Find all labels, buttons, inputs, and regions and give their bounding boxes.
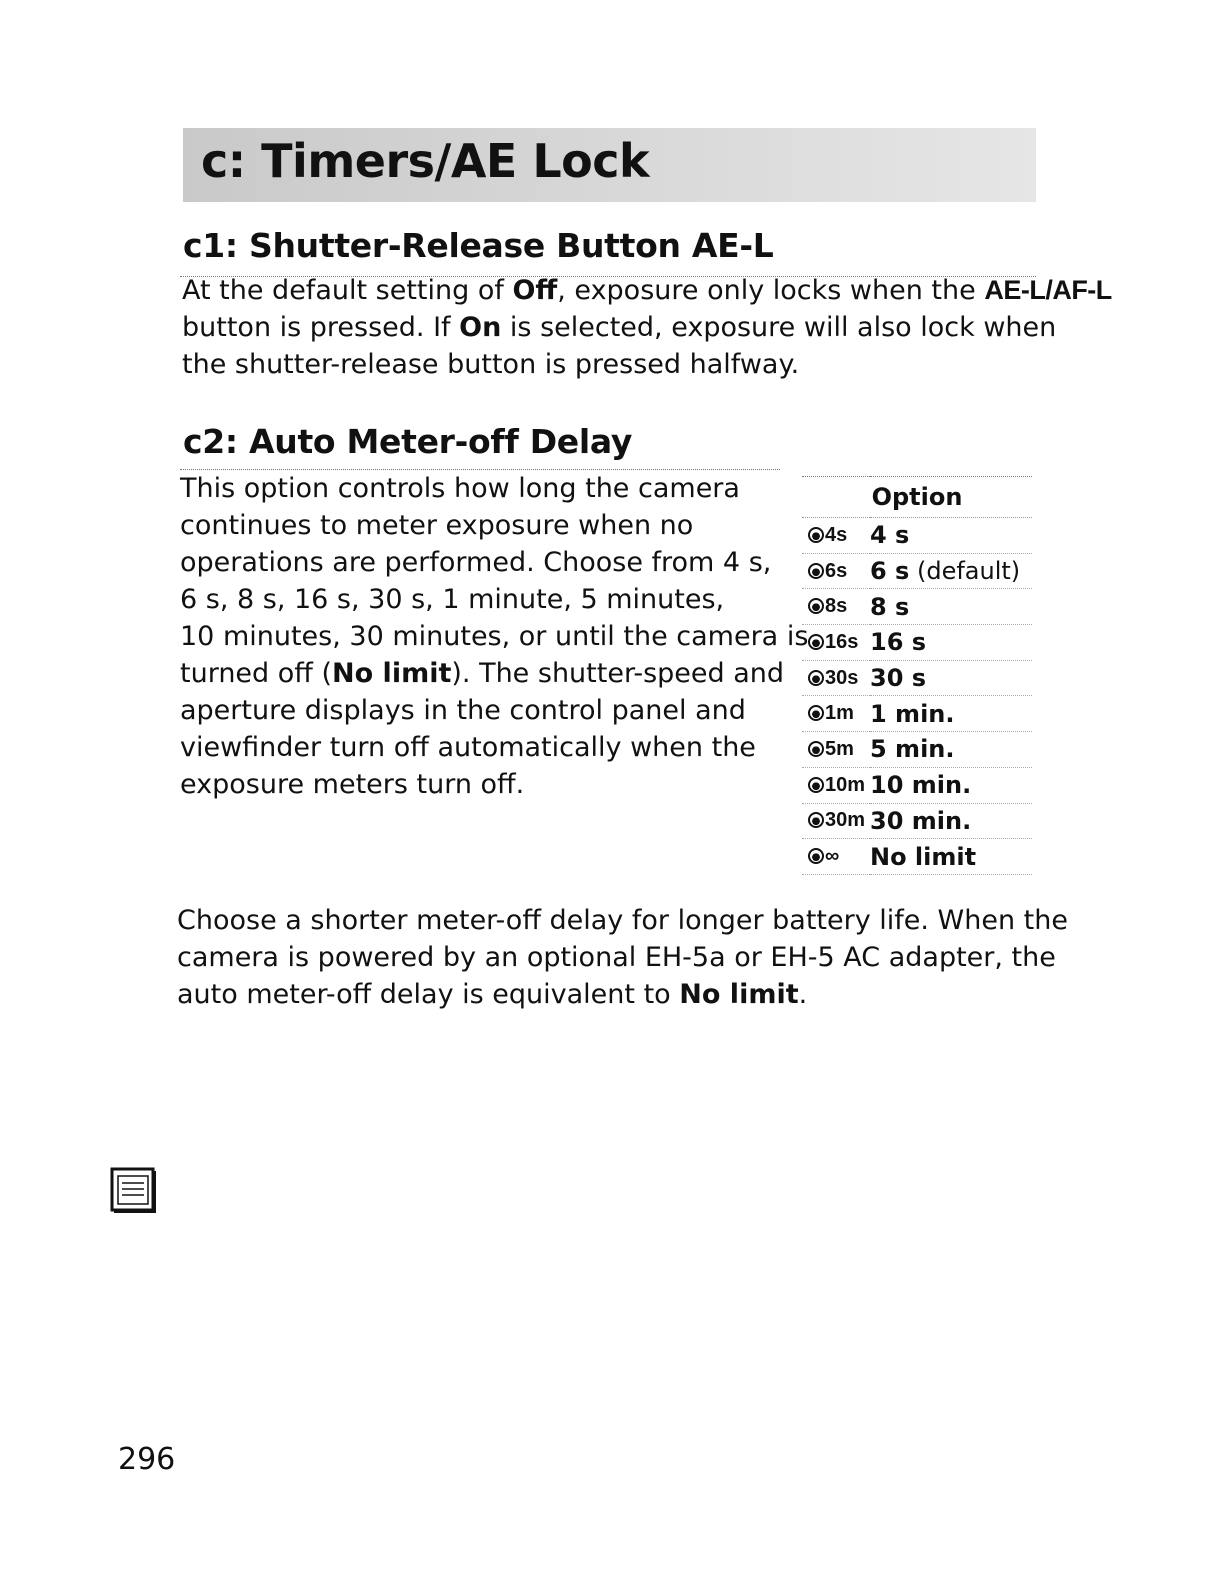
meter-off-icon: 30m (802, 803, 870, 839)
c2-footer-line-3: auto meter-off delay is equivalent to No limit. (177, 979, 808, 1010)
table-row (802, 767, 1032, 803)
section-title: c: Timers/AE Lock (201, 134, 650, 188)
c2-heading: c2: Auto Meter-off Delay (183, 422, 633, 461)
c2-footer-line-2: camera is powered by an optional EH-5a or EH-5 AC adapter, the (177, 942, 1056, 973)
c1-heading: c1: Shutter-Release Button AE-L (183, 226, 774, 265)
option-value: 8 s (870, 589, 1032, 625)
c1-line-2: button is pressed. If On is selected, exposure will also lock when (182, 312, 1057, 343)
option-value: 4 s (870, 518, 1032, 554)
option-value: 6 s (default) (870, 553, 1032, 589)
table-row (802, 803, 1032, 839)
option-value: 10 min. (870, 767, 1032, 803)
meter-off-icon: 5m (802, 732, 870, 768)
table-row (802, 660, 1032, 696)
c2-footer-line-1: Choose a shorter meter-off delay for longer battery life. When the (177, 905, 1068, 936)
default-note: (default) (909, 557, 1021, 586)
c1-line-1: At the default setting of Off, exposure only locks when the AE-L/AF-L (182, 275, 1112, 306)
table-row (802, 589, 1032, 625)
c2-line-4: 6 s, 8 s, 16 s, 30 s, 1 minute, 5 minutes, (180, 584, 725, 615)
table-row (802, 839, 1032, 875)
option-value: 16 s (870, 625, 1032, 661)
meter-off-icon: 8s (802, 589, 870, 625)
option-table (802, 476, 1032, 875)
c2-line-1: This option controls how long the camera (180, 473, 740, 504)
timer-icon (808, 598, 824, 614)
c2-line-3: operations are performed. Choose from 4 s, (180, 547, 772, 578)
option-value: 30 min. (870, 803, 1032, 839)
option-value: 1 min. (870, 696, 1032, 732)
timer-icon (808, 705, 824, 721)
timer-icon (808, 527, 824, 543)
c2-line-5: 10 minutes, 30 minutes, or until the camera is (180, 621, 809, 652)
timer-icon (808, 563, 824, 579)
table-row (802, 696, 1032, 732)
timer-icon (808, 670, 824, 686)
meter-off-icon: 1m (802, 696, 870, 732)
timer-icon (808, 741, 824, 757)
ae-lock-key-label: AE-L/AF-L (984, 275, 1112, 305)
timer-icon (808, 634, 824, 650)
option-table-header-row (802, 477, 1032, 518)
c2-line-6: turned off (No limit). The shutter-speed and (180, 658, 785, 689)
menu-list-icon (110, 1167, 157, 1214)
table-row (802, 732, 1032, 768)
c2-body (180, 470, 808, 803)
section-banner (183, 128, 1036, 202)
meter-off-icon: 30s (802, 660, 870, 696)
c1-line-3: the shutter-release button is pressed halfway. (182, 349, 800, 380)
c1-body (182, 272, 1112, 383)
table-row (802, 518, 1032, 554)
meter-off-icon: ∞ (802, 839, 870, 875)
timer-icon (808, 777, 824, 793)
timer-icon (808, 848, 824, 864)
meter-off-icon: 4s (802, 518, 870, 554)
meter-off-icon: 16s (802, 625, 870, 661)
table-row (802, 625, 1032, 661)
option-value: 5 min. (870, 732, 1032, 768)
page-number: 296 (118, 1442, 176, 1477)
c2-line-9: exposure meters turn off. (180, 769, 525, 800)
table-row (802, 553, 1032, 589)
c2-line-8: viewfinder turn off automatically when the (180, 732, 756, 763)
option-column-header: Option (802, 477, 1032, 518)
meter-off-icon: 10m (802, 767, 870, 803)
c2-footer (177, 902, 1068, 1013)
c2-line-2: continues to meter exposure when no (180, 510, 694, 541)
option-value: No limit (870, 839, 1032, 875)
option-value: 30 s (870, 660, 1032, 696)
c2-line-7: aperture displays in the control panel and (180, 695, 746, 726)
timer-icon (808, 812, 824, 828)
meter-off-icon: 6s (802, 553, 870, 589)
